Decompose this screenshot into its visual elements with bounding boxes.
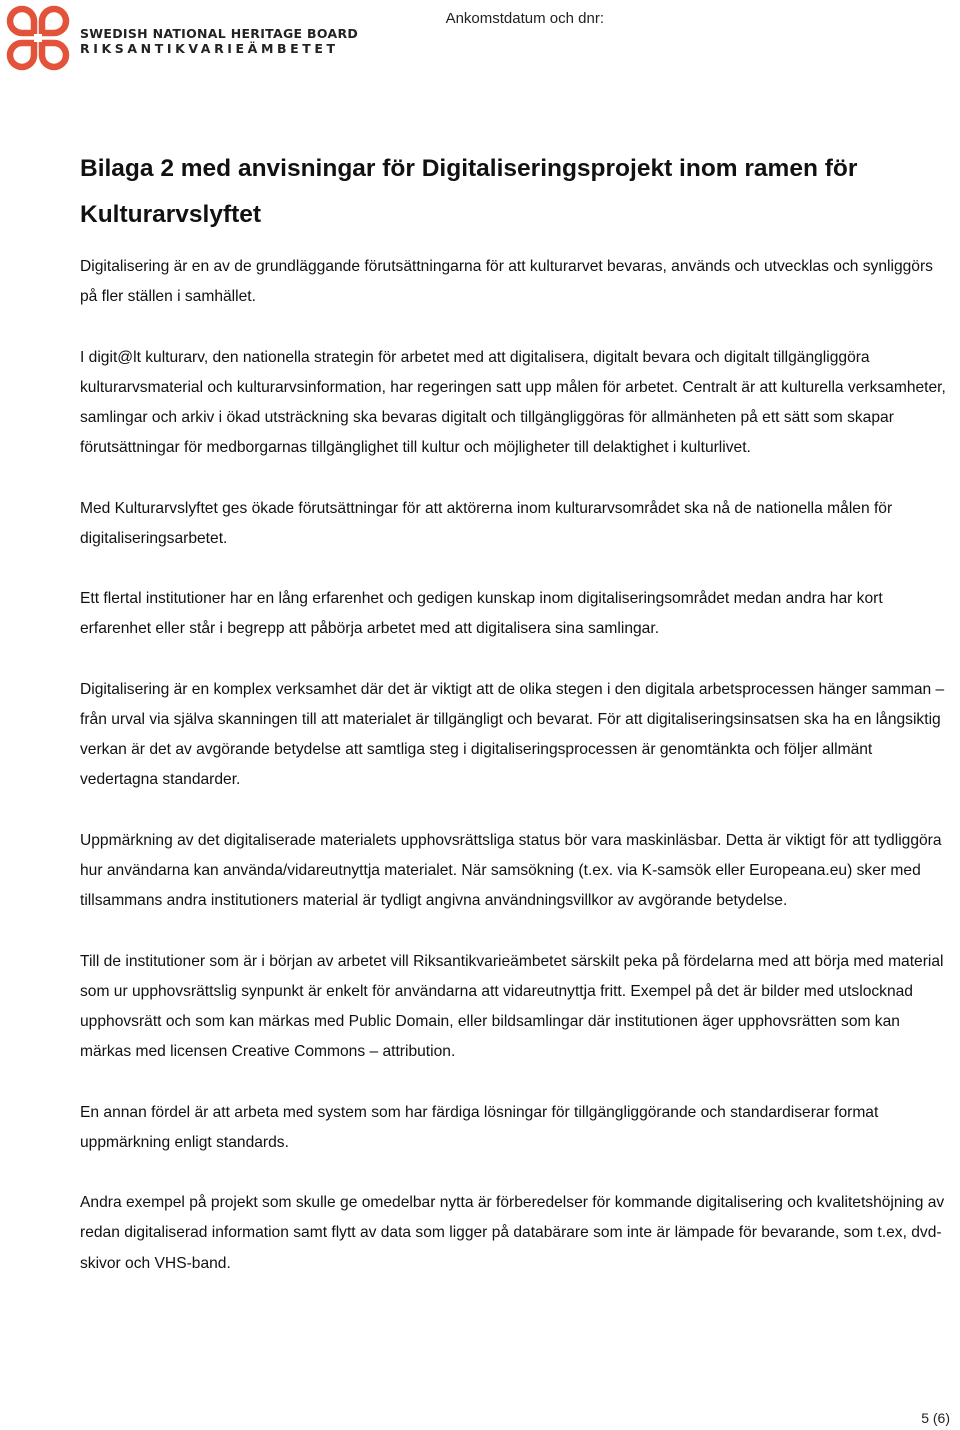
paragraph-list	[80, 252, 952, 1279]
document-body	[80, 146, 952, 1309]
body-paragraph: Digitalisering är en av de grundläggande förutsättningarna för att kulturarvet bevaras, används och utvecklas och synliggörs på fler ställen i samhället.	[80, 258, 933, 306]
body-paragraph: Andra exempel på projekt som skulle ge omedelbar nytta är förberedelser för kommande digitalisering och kvalitetshöjning av redan digitaliserad information samt flytt av data som ligger på databärare som inte är lämpade för bevarande, som t.ex, dvd-skivor och VHS-band.	[80, 1194, 945, 1272]
logo-english-name: SWEDISH NATIONAL HERITAGE BOARD	[80, 26, 359, 41]
document-title: Bilaga 2 med anvisningar för Digitaliseringsprojekt inom ramen för Kulturarvslyftet	[80, 155, 858, 228]
page-header	[0, 0, 960, 80]
body-paragraph: I digit@lt kulturarv, den nationella strategin för arbetet med att digitalisera, digitalt bevara och digitalt tillgängliggöra kulturarvsmaterial och kulturarvsinformation, har regeringen satt upp målen för arbetet. Centralt är att kulturella verksamheter, samlingar och arkiv i ökad utsträckning ska bevaras digitalt och tillgängliggöras för allmänheten på ett sätt som skapar förutsättningar för medborgarnas tillgänglighet till kultur och möjligheter till delaktighet i kulturlivet.	[80, 348, 946, 457]
arrival-date-label: Ankomstdatum och dnr:	[445, 10, 604, 27]
organization-logo	[4, 4, 358, 72]
logo-text	[80, 20, 358, 56]
body-paragraph: Med Kulturarvslyftet ges ökade förutsättningar för att aktörerna inom kulturarvsområdet ska nå de nationella målen för digitaliseringsarbetet.	[80, 499, 893, 547]
body-paragraph: En annan fördel är att arbeta med system som har färdiga lösningar för tillgängliggörande och standardiserar format uppmärkning enligt standards.	[80, 1103, 879, 1151]
logo-swedish-name: RIKSANTIKVARIEÄMBETET	[80, 41, 339, 56]
body-paragraph: Till de institutioner som är i början av arbetet vill Riksantikvarieämbetet särskilt peka på fördelarna med att börja med material som ur upphovsrättslig synpunkt är enkelt för användarna att vidareutnyttja fritt. Exempel på det är bilder med utslocknad upphovsrätt och som kan märkas med Public Domain, eller bildsamlingar där institutionen äger upphovsrätten som kan märkas med licensen Creative Commons – attribution.	[80, 952, 944, 1061]
body-paragraph: Ett flertal institutioner har en lång erfarenhet och gedigen kunskap inom digitaliseringsområdet medan andra har kort erfarenhet eller står i begrepp att påbörja arbetet med att digitalisera sina samlingar.	[80, 590, 883, 638]
heritage-board-logo-icon	[4, 4, 72, 72]
page-number: 5 (6)	[921, 1410, 950, 1426]
body-paragraph: Digitalisering är en komplex verksamhet där det är viktigt att de olika stegen i den digitala arbetsprocessen hänger samman – från urval via själva skanningen till att materialet är tillgängligt och bevarat. För att digitaliseringsinsatsen ska ha en långsiktig verkan är det av avgörande betydelse att samtliga steg i digitaliseringsprocessen är genomtänkta och följer allmänt vedertagna standarder.	[80, 680, 945, 789]
body-paragraph: Uppmärkning av det digitaliserade materialets upphovsrättsliga status bör vara maskinläsbar. Detta är viktigt för att tydliggöra hur användarna kan använda/vidareutnyttja materialet. När samsökning (t.ex. via K-samsök eller Europeana.eu) sker med tillsammans andra institutioners material är tydligt angivna användningsvillkor av avgörande betydelse.	[80, 831, 942, 910]
